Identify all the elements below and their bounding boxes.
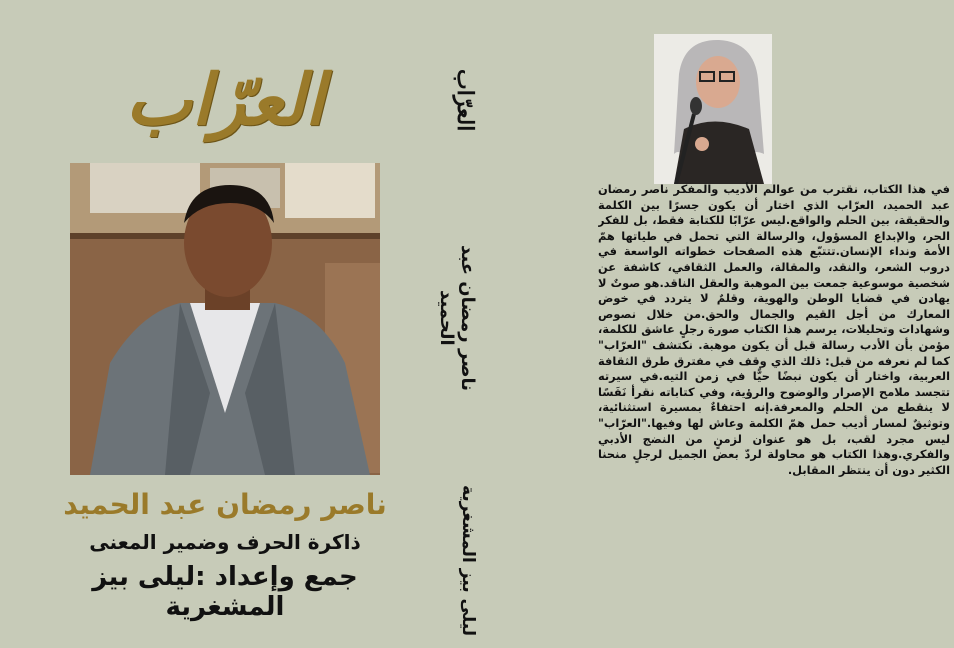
spine-editor: ليلى بيز المشغرية [458, 484, 478, 636]
spine-title: العرّاب [452, 68, 478, 132]
editor-photo-illustration [654, 34, 772, 184]
back-cover-blurb: في هذا الكتاب، نقترب من عوالم الأديب والمفكر ناصر رمضان عبد الحميد، العرّاب الذي اختار أن يكون جسرًا بين الكلمة والحقيقة، بين الحلم والواقع.ليس عرّابًا للكتابة فقط، بل للفكر الحر، والإبداع المسؤول، والرسالة التي تحمل في طياتها همّ الأمة ونداء الإنسان.تتتبّع هذه الصفحات خطواته الواسعة في دروب الشعر، والنقد، والمقالة، والعمل الثقافي، كاشفة عن شخصية موسوعية جمعت بين الموهبة والعقل الناقد.هو صوتٌ لا يهادن في قضايا الوطن والهوية، وقلمٌ لا يتردد في خوض المعارك من أجل القيم والجمال والحق.من خلال نصوص وشهادات وتحليلات، يرسم هذا الكتاب صورة رجلٍ عاشق للكلمة، مؤمن بأن الأدب رسالة قبل أن يكون موهبة. نكتشف "العرّاب" كما لم نعرفه من قبل: ذلك الذي وقف في مفترق طرق الثقافة العربية، واختار أن يكون نبضًا حيًّا في زمن التيه.في سيرته تتجسد ملامح الإصرار والوضوح والرؤية، وفي كتاباته نقرأ نَفَسًا لا ينقطع من الحلم والمعرفة.إنه احتفاءٌ بمسيرة استثنائية، وتوثيقٌ لمسار أديب حمل همّ الكلمة وعاش لها وفيها."العرّاب" ليس مجرد لقب، بل هو عنوان لزمنٍ من النضج الأدبي والفكري.وهذا الكتاب هو محاولة لردّ بعض الجميل لرجلٍ منحنا الكثير دون أن ينتظر المقابل. [598, 182, 950, 477]
spine-author: ناصر رمضان عبد الحميد [436, 244, 478, 392]
front-title: العرّاب [125, 58, 325, 141]
author-photo [70, 163, 380, 475]
author-name: ناصر رمضان عبد الحميد [63, 488, 387, 521]
editor-photo [654, 34, 772, 184]
editor-credit: جمع وإعداد :ليلى بيز المشغرية [92, 562, 358, 622]
book-subtitle: ذاكرة الحرف وضمير المعنى [89, 530, 361, 554]
author-photo-illustration [70, 163, 380, 475]
book-spine [428, 40, 478, 636]
